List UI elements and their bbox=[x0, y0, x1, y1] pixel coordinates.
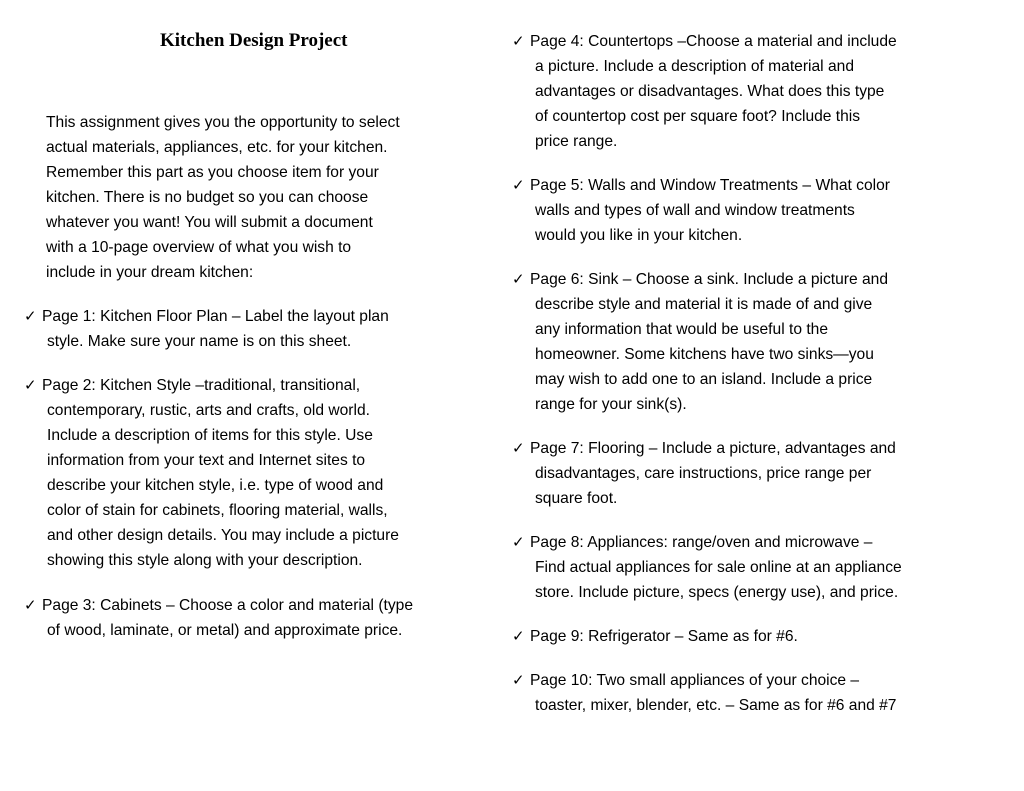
item-line: Page 9: Refrigerator – Same as for #6. bbox=[530, 628, 798, 645]
item-line: Include a description of items for this style. Use bbox=[47, 427, 373, 444]
item-line: homeowner. Some kitchens have two sinks—you bbox=[535, 346, 874, 363]
item-line: store. Include picture, specs (energy use), and price. bbox=[535, 584, 899, 601]
checkmark-icon: ✓ bbox=[512, 177, 525, 194]
item-line: may wish to add one to an island. Include a price bbox=[535, 371, 873, 388]
item-line: information from your text and Internet sites to bbox=[47, 452, 366, 469]
item-line: square foot. bbox=[535, 490, 618, 507]
item-line: a picture. Include a description of material and bbox=[535, 58, 854, 75]
item-line: toaster, mixer, blender, etc. – Same as for #6 and #7 bbox=[535, 697, 897, 714]
item-line: would you like in your kitchen. bbox=[535, 227, 743, 244]
item-line: describe style and material it is made of and give bbox=[535, 296, 873, 313]
item-line: any information that would be useful to the bbox=[535, 321, 828, 338]
item-line: advantages or disadvantages. What does this type bbox=[535, 83, 885, 100]
checklist-item-page-2 bbox=[42, 373, 399, 573]
item-line: Page 10: Two small appliances of your choice – bbox=[530, 672, 860, 689]
intro-line: kitchen. There is no budget so you can choose bbox=[46, 189, 369, 206]
item-line: Page 6: Sink – Choose a sink. Include a picture and bbox=[530, 271, 889, 288]
checkmark-icon: ✓ bbox=[512, 440, 525, 457]
item-line: of wood, laminate, or metal) and approximate price. bbox=[47, 622, 403, 639]
checklist-item-page-4 bbox=[530, 29, 897, 154]
checklist-item-page-9 bbox=[530, 624, 798, 649]
checkmark-icon: ✓ bbox=[24, 377, 37, 394]
item-line: Page 8: Appliances: range/oven and microwave – bbox=[530, 534, 873, 551]
checklist-item-page-3 bbox=[42, 593, 413, 643]
item-line: walls and types of wall and window treatments bbox=[535, 202, 855, 219]
checkmark-icon: ✓ bbox=[512, 672, 525, 689]
item-line: contemporary, rustic, arts and crafts, old world. bbox=[47, 402, 370, 419]
item-line: of countertop cost per square foot? Include this bbox=[535, 108, 861, 125]
checkmark-icon: ✓ bbox=[512, 33, 525, 50]
checklist-item-page-7 bbox=[530, 436, 896, 511]
item-line: Page 2: Kitchen Style –traditional, transitional, bbox=[42, 377, 361, 394]
intro-line: actual materials, appliances, etc. for your kitchen. bbox=[46, 139, 388, 156]
checkmark-icon: ✓ bbox=[512, 628, 525, 645]
intro-line: This assignment gives you the opportunity to select bbox=[46, 114, 400, 131]
item-line: Page 4: Countertops –Choose a material and include bbox=[530, 33, 897, 50]
intro-line: Remember this part as you choose item for your bbox=[46, 164, 379, 181]
item-line: Find actual appliances for sale online at an appliance bbox=[535, 559, 902, 576]
checkmark-icon: ✓ bbox=[512, 534, 525, 551]
checklist-item-page-10 bbox=[530, 668, 896, 718]
checkmark-icon: ✓ bbox=[512, 271, 525, 288]
checkmark-icon: ✓ bbox=[24, 597, 37, 614]
item-line: range for your sink(s). bbox=[535, 396, 687, 413]
item-line: Page 5: Walls and Window Treatments – What color bbox=[530, 177, 890, 194]
checklist-item-page-5 bbox=[530, 173, 890, 248]
item-line: disadvantages, care instructions, price range per bbox=[535, 465, 872, 482]
intro-line: include in your dream kitchen: bbox=[46, 264, 254, 281]
item-line: Page 3: Cabinets – Choose a color and material (type bbox=[42, 597, 413, 614]
item-line: and other design details. You may include a picture bbox=[47, 527, 399, 544]
intro-line: with a 10-page overview of what you wish to bbox=[46, 239, 352, 256]
checklist-item-page-8 bbox=[530, 530, 902, 605]
item-line: style. Make sure your name is on this sheet. bbox=[47, 333, 352, 350]
item-line: describe your kitchen style, i.e. type of wood and bbox=[47, 477, 384, 494]
item-line: color of stain for cabinets, flooring material, walls, bbox=[47, 502, 388, 519]
checklist-item-page-1 bbox=[42, 304, 389, 354]
item-line: Page 7: Flooring – Include a picture, advantages and bbox=[530, 440, 896, 457]
intro-paragraph bbox=[46, 110, 400, 285]
item-line: showing this style along with your description. bbox=[47, 552, 363, 569]
document-title: Kitchen Design Project bbox=[160, 30, 348, 51]
checklist-item-page-6 bbox=[530, 267, 888, 417]
checkmark-icon: ✓ bbox=[24, 308, 37, 325]
item-line: price range. bbox=[535, 133, 618, 150]
intro-line: whatever you want! You will submit a document bbox=[46, 214, 373, 231]
item-line: Page 1: Kitchen Floor Plan – Label the layout plan bbox=[42, 308, 389, 325]
